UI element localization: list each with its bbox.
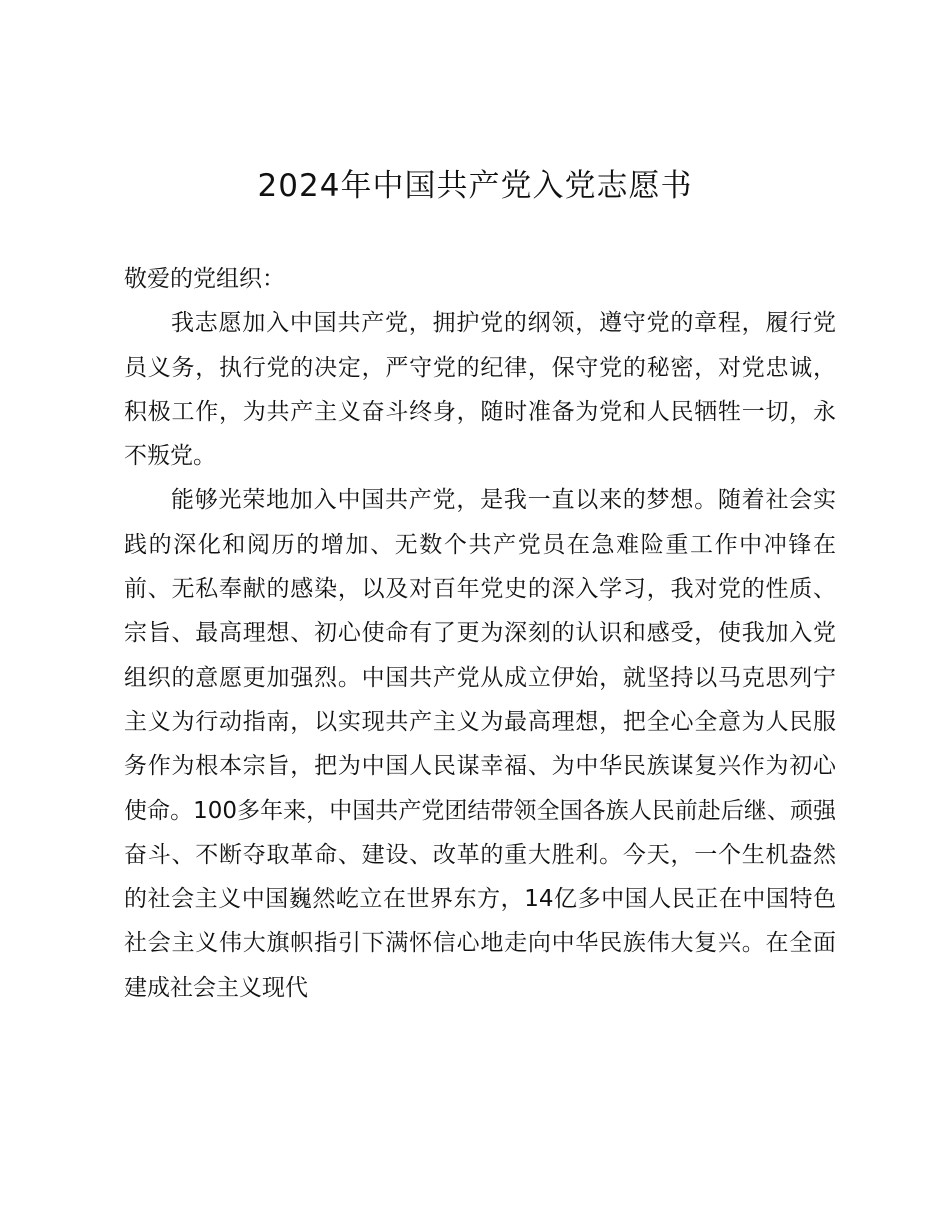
- paragraph-pledge: 我志愿加入中国共产党，拥护党的纲领，遵守党的章程，履行党员义务，执行党的决定，严守党的纪律，保守党的秘密，对党忠诚，积极工作，为共产主义奋斗终身，随时准备为党和人民牺牲一切，永不叛党。: [124, 310, 836, 470]
- document-title: 2024年中国共产党入党志愿书: [257, 168, 693, 204]
- document-body: [124, 257, 836, 1010]
- paragraph-motivation: 能够光荣地加入中国共产党，是我一直以来的梦想。随着社会实践的深化和阅历的增加、无数个共产党员在急难险重工作中冲锋在前、无私奉献的感染，以及对百年党史的深入学习，我对党的性质、宗旨、最高理想、初心使命有了更为深刻的认识和感受，使我加入党组织的意愿更加强烈。中国共产党从成立伊始，就坚持以马克思列宁主义为行动指南，以实现共产主义为最高理想，把全心全意为人民服务作为根本宗旨，把为中国人民谋幸福、为中华民族谋复兴作为初心使命。100多年来，中国共产党团结带领全国各族人民前赴后继、顽强奋斗、不断夺取革命、建设、改革的重大胜利。今天，一个生机盎然的社会主义中国巍然屹立在世界东方，14亿多中国人民正在中国特色社会主义伟大旗帜指引下满怀信心地走向中华民族伟大复兴。在全面建成社会主义现代: [124, 487, 836, 1001]
- salutation: 敬爱的党组织：: [124, 266, 285, 292]
